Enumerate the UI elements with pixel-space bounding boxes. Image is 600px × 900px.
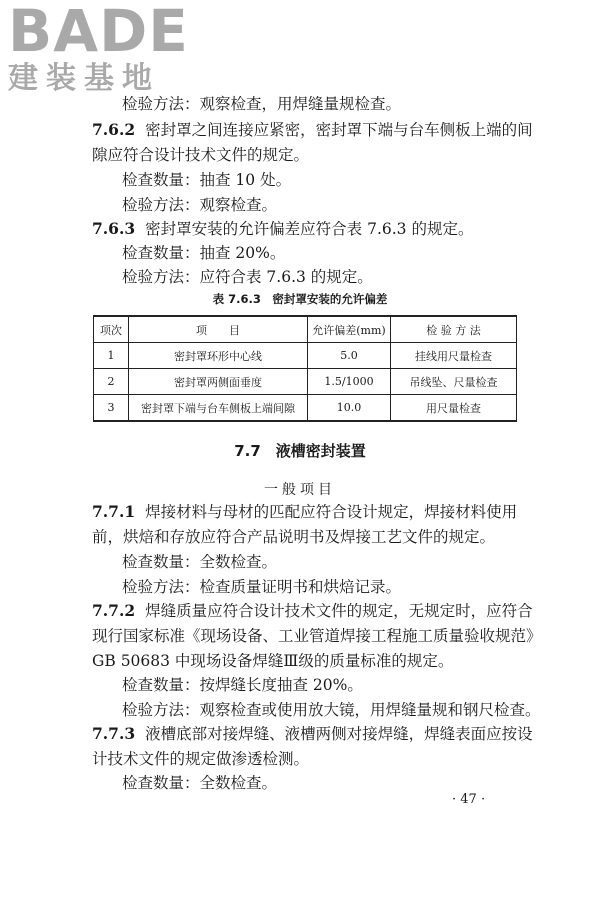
clause-7-7-2-quantity: 检查数量：按焊缝长度抽查 20%。 (122, 676, 363, 694)
cell-no: 2 (94, 369, 129, 395)
clause-7-7-3-line1 (92, 724, 533, 744)
clause-number: 7.7.3 (92, 724, 136, 743)
clause-7-6-2-line2: 隙应符合设计技术文件的规定。 (92, 146, 310, 164)
header-tolerance: 允许偏差(mm) (308, 316, 391, 343)
header-no: 项次 (94, 316, 129, 343)
clause-text: 焊缝质量应符合设计技术文件的规定，无规定时，应符合 (145, 602, 533, 620)
clause-number: 7.6.3 (92, 219, 136, 238)
logo-cjk-text: 建装基地 (8, 61, 160, 96)
bade-logo (8, 0, 189, 97)
chapter-heading: 7.7 液槽密封装置 (234, 442, 366, 460)
clause-7-6-3-quantity: 检查数量：抽查 20%。 (122, 244, 286, 262)
method-762-prev: 检验方法：观察检查，用焊缝量规检查。 (122, 95, 402, 113)
clause-7-7-3-quantity: 检查数量：全数检查。 (122, 774, 278, 792)
cell-method: 挂线用尺量检查 (391, 343, 517, 369)
clause-text: 密封罩安装的允许偏差应符合表 7.6.3 的规定。 (145, 220, 474, 238)
cell-tolerance: 10.0 (308, 395, 391, 422)
table-caption: 表 7.6.3 密封罩安装的允许偏差 (212, 292, 388, 306)
header-item: 项 目 (129, 316, 308, 343)
clause-7-6-2-line1 (92, 120, 533, 140)
clause-7-7-2-line2: 现行国家标准《现场设备、工业管道焊接工程施工质量验收规范》 (92, 627, 542, 645)
table-row (94, 343, 517, 369)
clause-number: 7.7.2 (92, 601, 136, 620)
clause-7-7-1-line2: 前，烘焙和存放应符合产品说明书及焊接工艺文件的规定。 (92, 528, 496, 546)
table-header-row (94, 316, 517, 343)
cell-tolerance: 5.0 (308, 343, 391, 369)
tolerance-table (93, 315, 517, 422)
cell-method: 吊线坠、尺量检查 (391, 369, 517, 395)
header-method: 检 验 方 法 (391, 316, 517, 343)
clause-7-7-2-method: 检验方法：观察检查或使用放大镜，用焊缝量规和钢尺检查。 (122, 701, 541, 719)
page-number: · 47 · (452, 792, 486, 807)
clause-7-7-2-line3: GB 50683 中现场设备焊缝Ⅲ级的质量标准的规定。 (92, 652, 454, 670)
clause-7-6-2-quantity: 检查数量：抽查 10 处。 (122, 171, 292, 189)
clause-7-6-2-method: 检验方法：观察检查。 (122, 196, 278, 214)
cell-no: 1 (94, 343, 129, 369)
table-row (94, 395, 517, 422)
clause-text: 液槽底部对接焊缝、液槽两侧对接焊缝，焊缝表面应按设 (145, 725, 533, 743)
clause-7-7-3-line2: 计技术文件的规定做渗透检测。 (92, 750, 310, 768)
clause-7-7-2-line1 (92, 601, 533, 621)
clause-7-6-3-line1 (92, 219, 473, 239)
clause-7-7-1-method: 检验方法：检查质量证明书和烘焙记录。 (122, 578, 402, 596)
chapter-subheading: 一般项目 (264, 482, 336, 498)
logo-latin-text: BADE (8, 0, 189, 65)
clause-7-6-3-method: 检验方法：应符合表 7.6.3 的规定。 (122, 268, 373, 286)
clause-text: 焊接材料与母材的匹配应符合设计规定，焊接材料使用 (145, 503, 518, 521)
table-row (94, 369, 517, 395)
clause-text: 密封罩之间连接应紧密，密封罩下端与台车侧板上端的间 (145, 121, 533, 139)
cell-item: 密封罩环形中心线 (129, 343, 308, 369)
cell-item: 密封罩下端与台车侧板上端间隙 (129, 395, 308, 422)
clause-number: 7.7.1 (92, 502, 136, 521)
cell-no: 3 (94, 395, 129, 422)
cell-tolerance: 1.5/1000 (308, 369, 391, 395)
clause-7-7-1-quantity: 检查数量：全数检查。 (122, 553, 278, 571)
cell-item: 密封罩两侧面垂度 (129, 369, 308, 395)
cell-method: 用尺量检查 (391, 395, 517, 422)
clause-number: 7.6.2 (92, 120, 136, 139)
clause-7-7-1-line1 (92, 502, 517, 522)
